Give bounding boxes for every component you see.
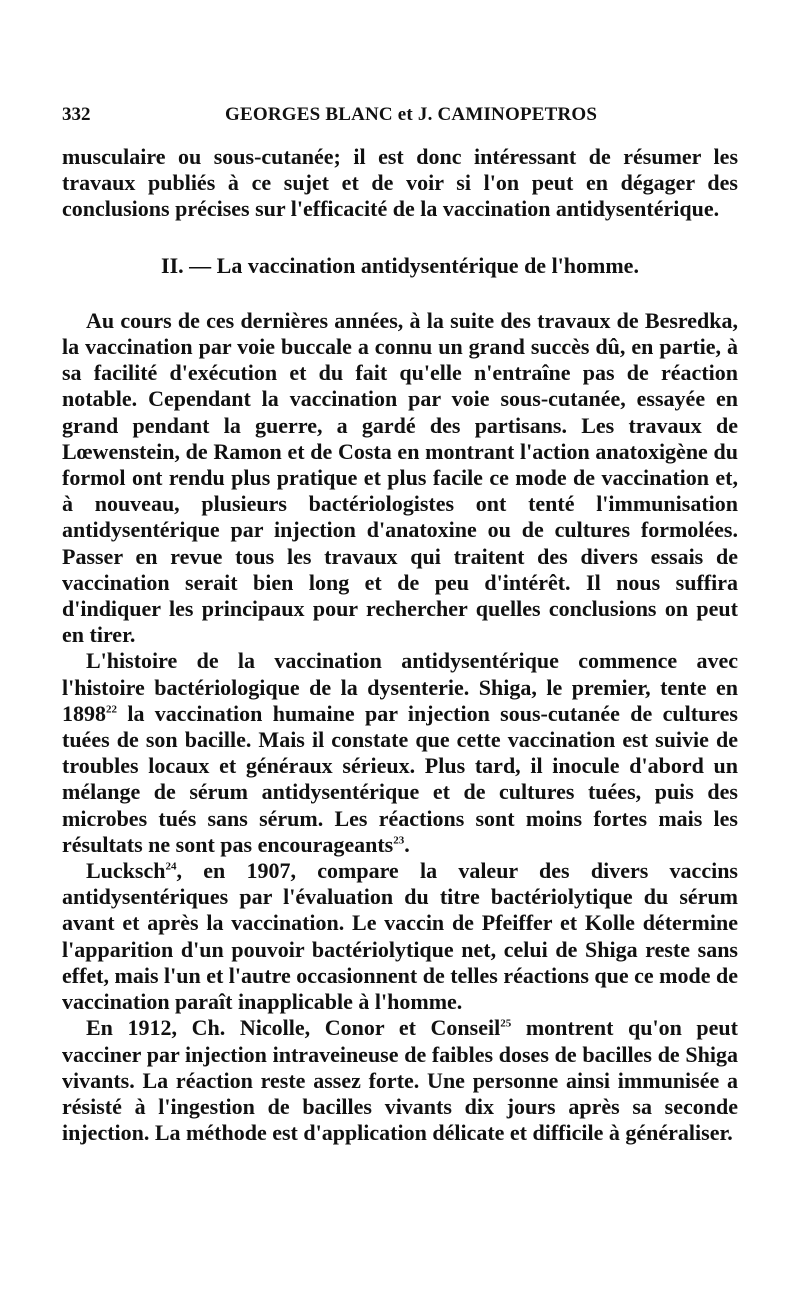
body-text <box>62 144 738 1146</box>
reference-marker: 23 <box>393 834 405 847</box>
running-head: GEORGES BLANC et J. CAMINOPETROS <box>225 104 598 125</box>
page-header <box>62 104 738 132</box>
page-number: 332 <box>62 104 91 125</box>
paragraph-lucksch <box>62 858 738 1015</box>
paragraph-text: L'histoire de la vaccination antidysentérique commence avec l'histoire bactériologique de la dysenterie. Shiga, le premier, tente en 1898 <box>62 648 738 726</box>
paragraph-text: montrent qu'on peut vacciner par injection intraveineuse de faibles doses de bacilles de Shiga vivants. La réaction reste assez forte. Une personne ainsi immunisée a résisté à l'ingestion de bacilles vivants dix jours après sa seconde injection. La méthode est d'application délicate et difficile à généraliser. <box>62 1015 738 1146</box>
continuation-paragraph: musculaire ou sous-cutanée; il est donc intéressant de résumer les travaux publiés à ce sujet et de voir si l'on peut en dégager des conclusions précises sur l'efficacité de la vaccination antidysentérique. <box>62 144 738 222</box>
paragraph-text: . <box>404 831 410 857</box>
section-heading: II. — La vaccination antidysentérique de l'homme. <box>161 252 639 278</box>
paragraph-nicolle <box>62 1015 738 1146</box>
paragraph-besredka: Au cours de ces dernières années, à la suite des travaux de Besredka, la vaccination par voie buccale a connu un grand succès dû, en partie, à sa facilité d'exécution et du fait qu'elle n'entraîne pas de réaction notable. Cependant la vaccination par voie sous-cutanée, essayée en grand pendant la guerre, a gardé des partisans. Les travaux de Lœwenstein, de Ramon et de Costa en montrant l'action anatoxigène du formol ont rendu plus pratique et plus facile ce mode de vaccination et, à nouveau, plusieurs bactériologistes ont tenté l'immunisation antidysentérique par injection d'anatoxine ou de cultures formolées. Passer en revue tous les travaux qui traitent des divers essais de vaccination serait bien long et de peu d'intérêt. Il nous suffira d'indiquer les principaux pour rechercher quelles conclusions on peut en tirer. <box>62 307 738 648</box>
paragraph-shiga <box>62 648 738 858</box>
reference-marker: 25 <box>500 1017 512 1030</box>
reference-marker: 22 <box>106 703 117 716</box>
paragraph-text: En 1912, Ch. Nicolle, Conor et Conseil <box>86 1015 501 1041</box>
reference-marker: 24 <box>165 860 177 873</box>
paragraph-text: , en 1907, compare la valeur des divers vaccins antidysentériques par l'évaluation du titre bactériolytique du sérum avant et après la vaccination. Le vaccin de Pfeiffer et Kolle détermine l'apparition d'un pouvoir bactériolytique net, celui de Shiga reste sans effet, mais l'un et l'autre occasionnent de telles réactions que ce mode de vaccination paraît inapplicable à l'homme. <box>62 858 738 1015</box>
paragraph-text: la vaccination humaine par injection sous-cutanée de cultures tuées de son bacille. Mais il constate que cette vaccination est suivie de troubles locaux et généraux sérieux. Plus tard, il inocule d'abord un mélange de sérum antidysentérique et de cultures tuées, puis des microbes tués sans sérum. Les réactions sont moins fortes mais les résultats ne sont pas encourageants <box>62 700 738 857</box>
paragraph-text: Lucksch <box>86 858 166 884</box>
